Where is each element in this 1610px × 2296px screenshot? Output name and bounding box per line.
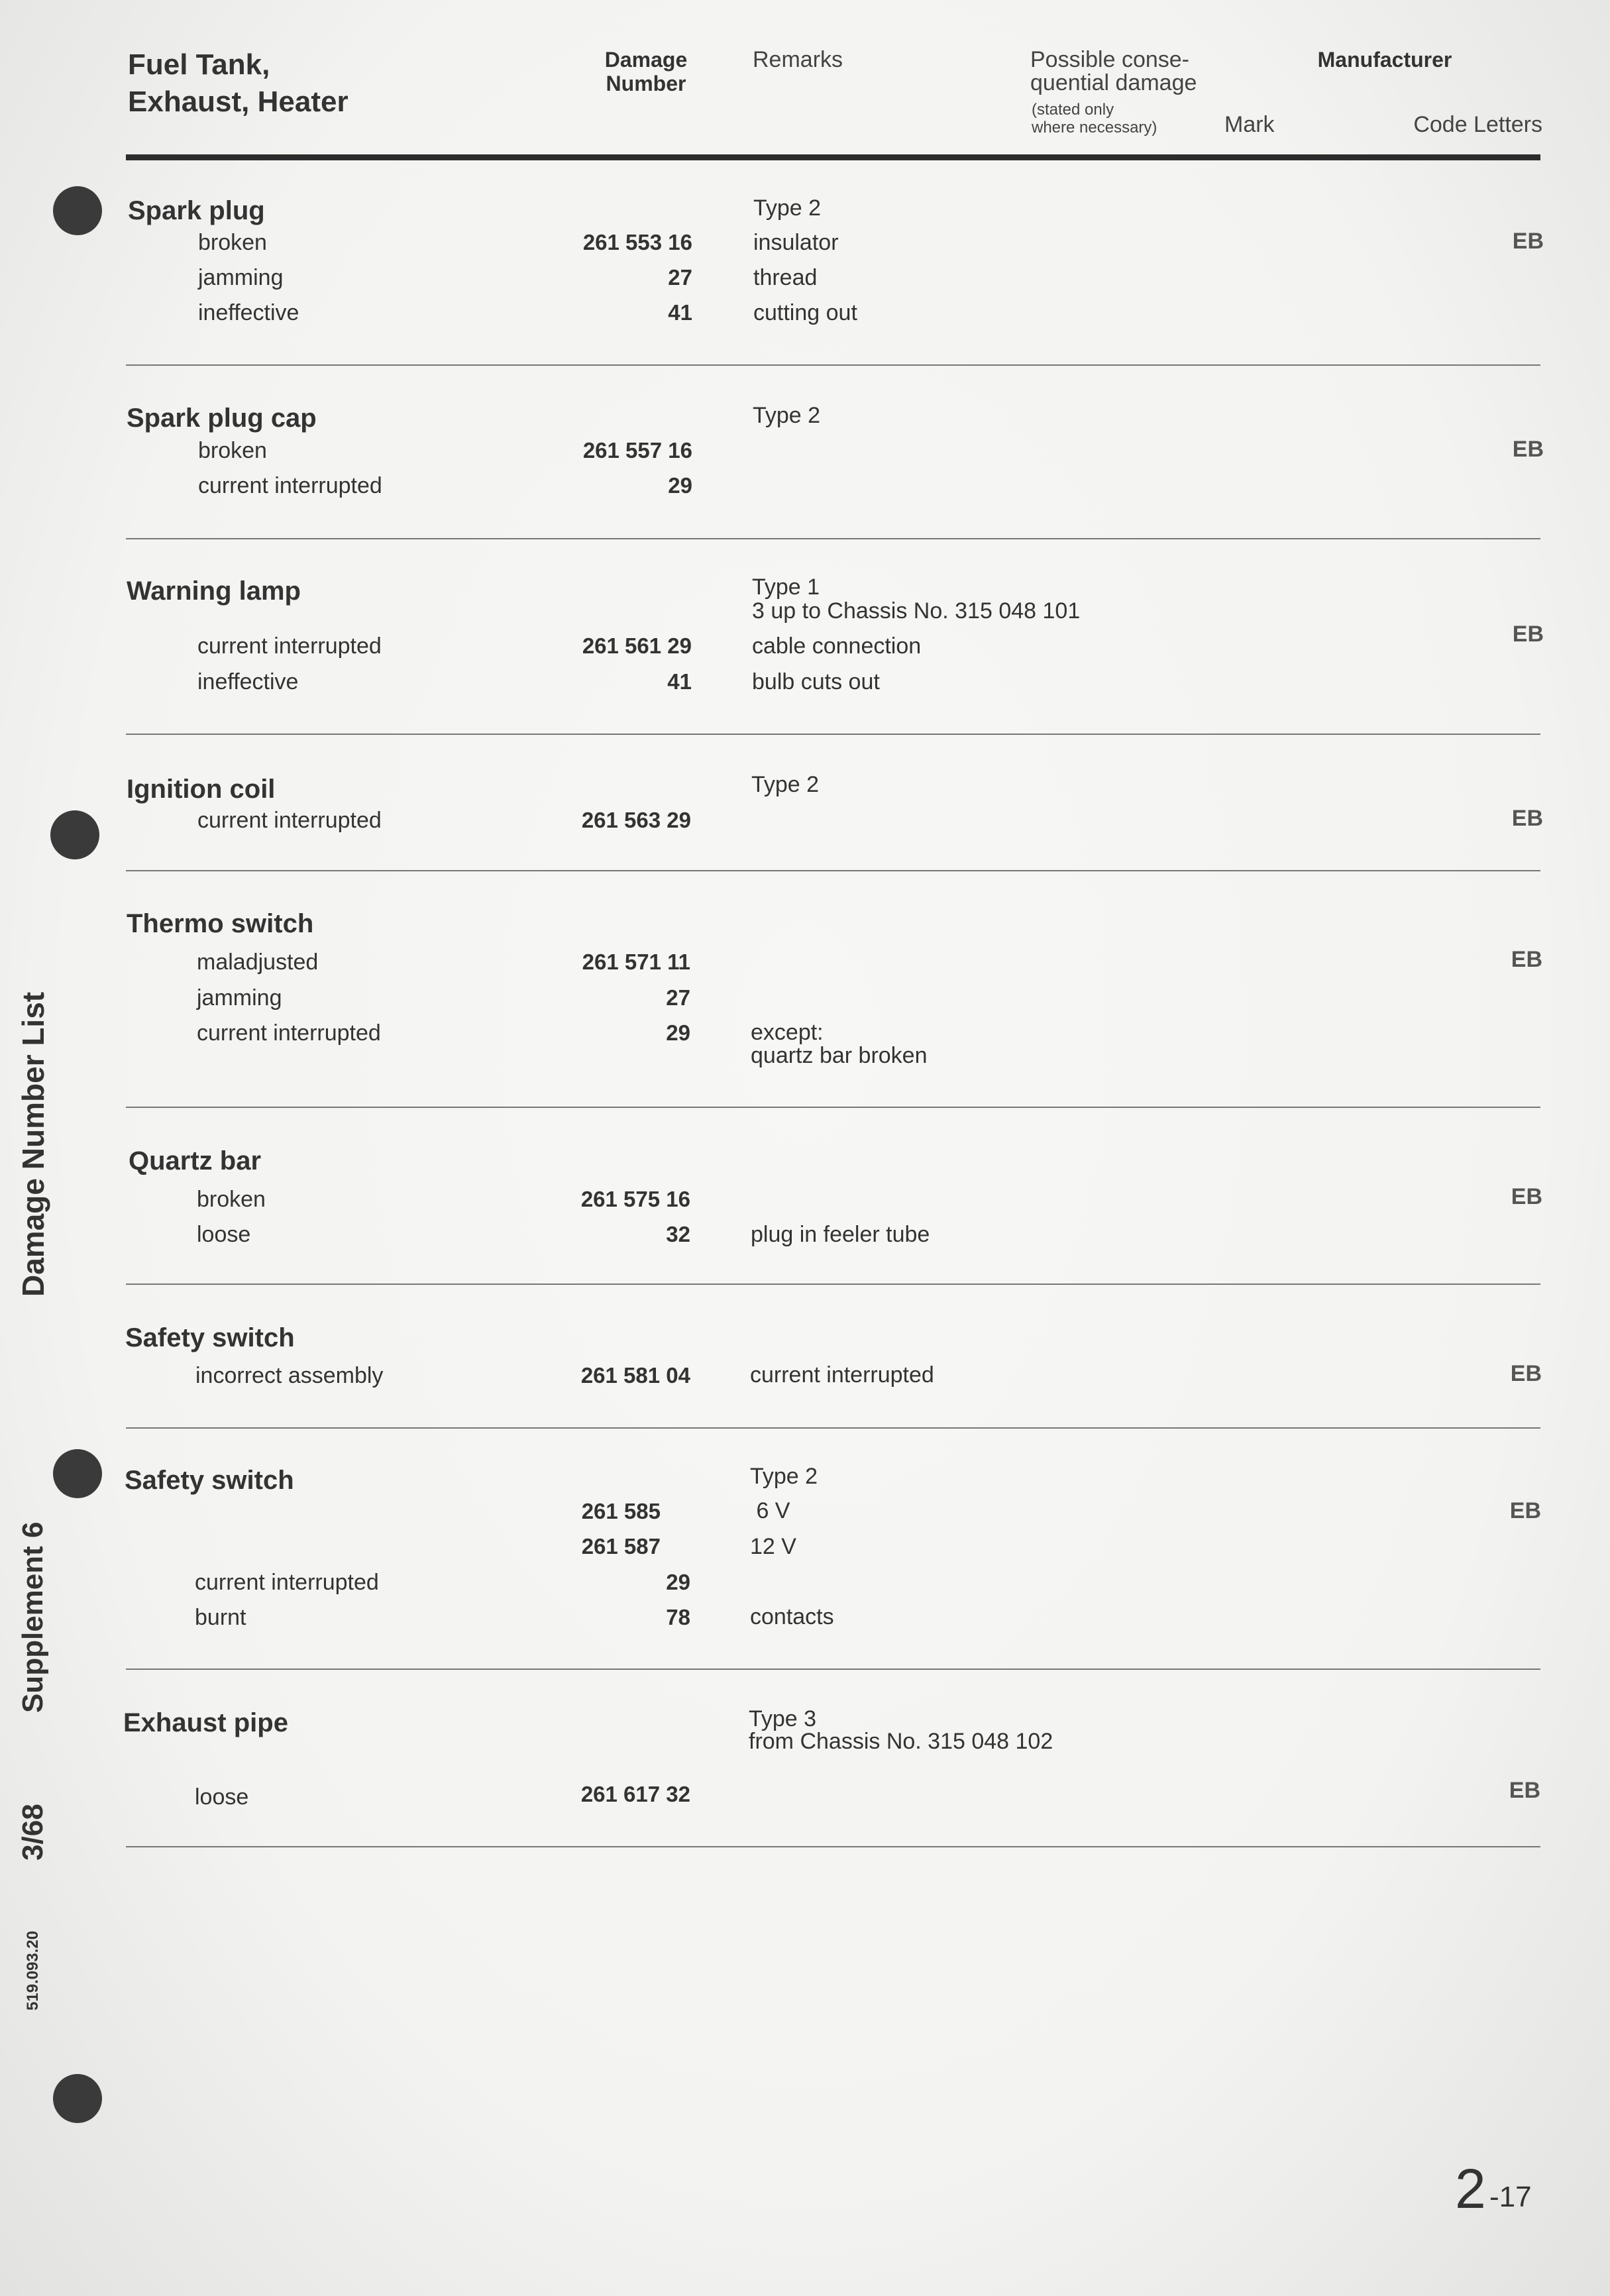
damage-label: current interrupted <box>197 1020 381 1046</box>
entry-separator <box>126 1846 1540 1847</box>
damage-label: maladjusted <box>197 950 319 975</box>
damage-number: 27 <box>668 265 692 290</box>
damage-label: current interrupted <box>195 1570 379 1595</box>
damage-label: ineffective <box>198 300 299 325</box>
remark-head: Type 2 <box>753 403 821 428</box>
part-name: Exhaust pipe <box>123 1708 288 1737</box>
damage-number: 261 563 29 <box>581 808 691 832</box>
part-name: Thermo switch <box>127 909 314 938</box>
damage-number: 29 <box>666 1570 690 1594</box>
entry-separator <box>126 1668 1540 1670</box>
damage-number-header-line2: Number <box>606 72 686 95</box>
remark: current interrupted <box>750 1362 934 1388</box>
remark: cable connection <box>752 633 922 659</box>
damage-number: 41 <box>667 669 692 694</box>
damage-label: burnt <box>195 1605 246 1630</box>
damage-label: current interrupted <box>198 473 382 498</box>
manufacturer-header: Manufacturer <box>1317 48 1452 72</box>
damage-number: 261 571 11 <box>582 950 690 974</box>
code-letters: EB <box>1511 1184 1542 1209</box>
possible-damage-header-line1: Possible conse- <box>1030 47 1190 72</box>
side-date: 3/68 <box>17 1804 49 1861</box>
page-title-line2: Exhaust, Heater <box>128 85 349 118</box>
remark: 6 V <box>750 1498 790 1523</box>
side-code: 519.093.20 <box>24 1930 42 2011</box>
side-supplement: Supplement 6 <box>17 1521 49 1713</box>
remark: 12 V <box>750 1534 796 1559</box>
code-letters: EB <box>1509 1498 1541 1523</box>
remark: except: <box>751 1020 824 1045</box>
code-letters: EB <box>1512 229 1544 254</box>
part-name: Spark plug cap <box>127 404 317 433</box>
damage-number: 261 553 16 <box>582 230 692 254</box>
damage-label: broken <box>197 1187 266 1212</box>
remark-head: Type 1 <box>752 574 820 600</box>
part-name: Warning lamp <box>127 576 301 606</box>
damage-number: 261 585 <box>581 1499 661 1523</box>
code-letters: EB <box>1512 622 1544 647</box>
damage-number: 261 581 04 <box>580 1363 690 1388</box>
possible-damage-note-line1: (stated only <box>1032 101 1114 119</box>
possible-damage-note-line2: where necessary) <box>1032 119 1157 137</box>
remark: insulator <box>753 230 839 255</box>
remark-head: Type 3 <box>749 1706 817 1731</box>
damage-number: 261 561 29 <box>582 633 692 658</box>
remark: thread <box>753 265 818 290</box>
page-title-line1: Fuel Tank, <box>128 48 270 81</box>
code-letters: EB <box>1509 1778 1540 1803</box>
damage-number: 261 617 32 <box>580 1782 690 1806</box>
code-letters: EB <box>1511 947 1542 972</box>
remark-detail: quartz bar broken <box>751 1043 928 1068</box>
code-letters: EB <box>1511 806 1543 831</box>
header-rule <box>126 154 1540 160</box>
page-number: 2 <box>1455 2158 1486 2220</box>
damage-label: broken <box>198 438 267 463</box>
code-letters-header: Code Letters <box>1413 112 1542 137</box>
entry-separator <box>126 734 1540 735</box>
damage-number: 41 <box>668 300 692 325</box>
code-letters: EB <box>1510 1361 1542 1386</box>
entry-separator <box>126 538 1540 539</box>
part-name: Safety switch <box>125 1323 295 1352</box>
entry-separator <box>126 1107 1540 1108</box>
entry-separator <box>126 1284 1540 1285</box>
damage-number: 27 <box>666 985 690 1010</box>
remark-head: Type 2 <box>751 772 820 797</box>
possible-damage-header-line2: quential damage <box>1030 70 1197 95</box>
remark-head: Type 2 <box>753 195 822 221</box>
damage-label: incorrect assembly <box>195 1363 384 1388</box>
damage-label: loose <box>195 1784 249 1810</box>
damage-number: 29 <box>668 473 692 498</box>
damage-number: 32 <box>666 1222 690 1246</box>
remark: plug in feeler tube <box>751 1222 930 1247</box>
part-name: Safety switch <box>125 1466 294 1495</box>
part-name: Spark plug <box>128 196 265 225</box>
damage-number: 29 <box>666 1020 690 1045</box>
punch-hole <box>53 2074 102 2123</box>
damage-label: jamming <box>197 985 282 1011</box>
part-name: Quartz bar <box>129 1146 262 1175</box>
damage-number: 261 587 <box>581 1534 661 1558</box>
remark: bulb cuts out <box>752 669 880 694</box>
entry-separator <box>126 364 1540 366</box>
remark-head-detail: from Chassis No. 315 048 102 <box>749 1729 1053 1754</box>
mark-header: Mark <box>1224 112 1275 137</box>
remarks-header: Remarks <box>753 47 843 72</box>
damage-label: jamming <box>198 265 284 290</box>
punch-hole <box>53 186 102 235</box>
remark: contacts <box>750 1604 834 1629</box>
punch-hole <box>50 810 99 859</box>
side-title: Damage Number List <box>16 991 50 1297</box>
page-number-sub: -17 <box>1489 2181 1532 2213</box>
remark: cutting out <box>753 300 857 325</box>
damage-label: loose <box>197 1222 251 1247</box>
code-letters: EB <box>1512 437 1544 462</box>
damage-label: ineffective <box>197 669 299 694</box>
damage-number: 78 <box>666 1605 690 1629</box>
damage-number: 261 557 16 <box>582 438 692 463</box>
entry-separator <box>126 1427 1540 1429</box>
damage-number-header-line1: Damage <box>604 48 688 72</box>
remark-head-detail: 3 up to Chassis No. 315 048 101 <box>752 598 1081 624</box>
damage-label: current interrupted <box>197 808 382 833</box>
damage-number: 261 575 16 <box>580 1187 690 1211</box>
part-name: Ignition coil <box>127 775 276 804</box>
remark-head: Type 2 <box>750 1464 818 1489</box>
damage-label: current interrupted <box>197 633 382 659</box>
entry-separator <box>126 870 1540 871</box>
punch-hole <box>53 1449 102 1498</box>
damage-label: broken <box>198 230 267 255</box>
